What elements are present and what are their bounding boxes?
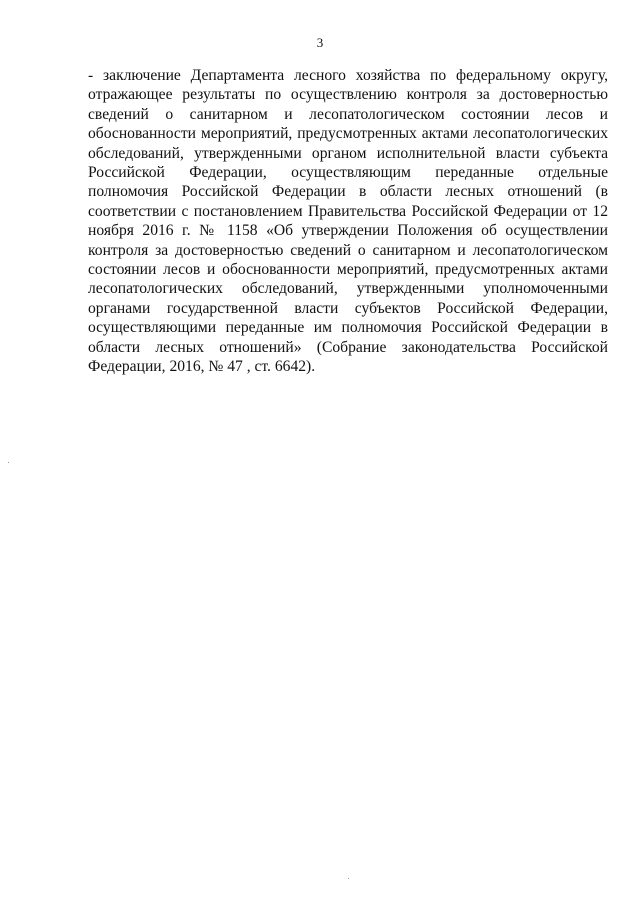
page-number: 3 [316,35,324,50]
body-paragraph: - заключение Департамента лесного хозяйства по федеральному округу, отражающее результаты по осуществлению контроля за достоверностью сведений о санитарном и лесопатологическом состоянии лесов и обоснованности мероприятий, предусмотренных актами лесопатологических обследований, утвержденными органом исполнительной власти субъекта Российской Федерации, осуществляющим переданные отдельные полномочия Российской Федерации в области лесных отношений (в соответствии с постановлением Правительства Российской Федерации от 12 ноября 2016 г. № 1158 «Об утверждении Положения об осуществлении контроля за достоверностью сведений о санитарном и лесопатологическом состоянии лесов и обоснованности мероприятий, предусмотренных актами лесопатологических обследований, утвержденными уполномоченными органами государственной власти субъектов Российской Федерации, осуществляющими переданные им полномочия Российской Федерации в области лесных отношений» (Собрание законодательства Российской Федерации, 2016, № 47 , ст. 6642). [88,67,608,376]
scan-speck [348,878,349,879]
scan-speck [8,462,9,463]
